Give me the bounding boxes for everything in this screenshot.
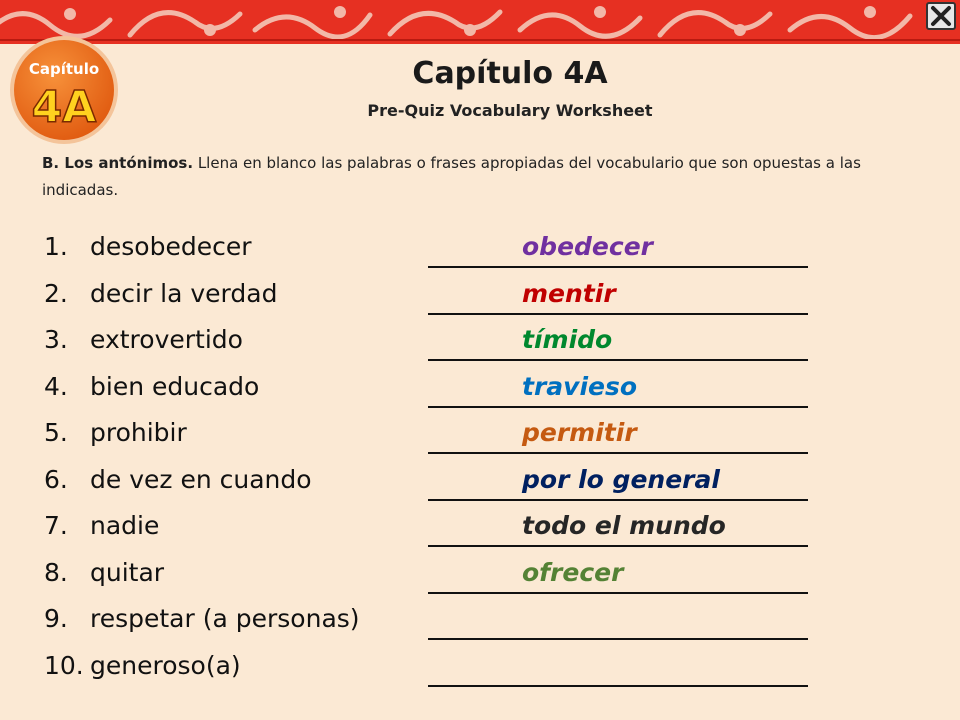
- list-item: [0, 558, 960, 602]
- close-x-icon: [928, 4, 954, 28]
- item-answer: ofrecer: [522, 558, 624, 587]
- answer-blank: [428, 232, 808, 268]
- answer-blank: [428, 465, 808, 501]
- answer-blank: [428, 372, 808, 408]
- item-number: 10.: [44, 651, 84, 680]
- item-answer: obedecer: [522, 232, 653, 261]
- list-item: [0, 651, 960, 695]
- answer-blank: [428, 418, 808, 454]
- item-answer: mentir: [522, 279, 616, 308]
- item-answer: por lo general: [522, 465, 720, 494]
- item-term: prohibir: [90, 418, 187, 447]
- item-term: de vez en cuando: [90, 465, 312, 494]
- list-item: [0, 325, 960, 369]
- close-button[interactable]: [926, 2, 956, 30]
- item-answer: tímido: [522, 325, 613, 354]
- list-item: [0, 511, 960, 555]
- answer-blank: [428, 604, 808, 640]
- item-number: 9.: [44, 604, 68, 633]
- badge-big-text: 4A: [31, 82, 97, 133]
- list-item: [0, 418, 960, 462]
- item-term: bien educado: [90, 372, 260, 401]
- item-number: 7.: [44, 511, 68, 540]
- item-number: 4.: [44, 372, 68, 401]
- item-term: respetar (a personas): [90, 604, 360, 633]
- item-number: 2.: [44, 279, 68, 308]
- decorative-banner: [0, 0, 960, 44]
- answer-blank: [428, 279, 808, 315]
- list-item: [0, 372, 960, 416]
- list-item: [0, 604, 960, 648]
- item-term: nadie: [90, 511, 160, 540]
- answer-blank: [428, 325, 808, 361]
- list-item: [0, 465, 960, 509]
- item-answer: travieso: [522, 372, 638, 401]
- chapter-badge: [8, 34, 120, 146]
- item-number: 1.: [44, 232, 68, 261]
- instructions-label: B. Los antónimos.: [42, 154, 194, 172]
- item-term: decir la verdad: [90, 279, 278, 308]
- item-number: 8.: [44, 558, 68, 587]
- ornamental-scroll-pattern-icon: [0, 0, 960, 44]
- page-title: Capítulo 4A: [412, 56, 608, 91]
- badge-top-text: Capítulo: [28, 60, 100, 78]
- item-term: desobedecer: [90, 232, 252, 261]
- item-answer: permitir: [522, 418, 637, 447]
- item-term: quitar: [90, 558, 165, 587]
- answer-blank: [428, 558, 808, 594]
- item-answer: todo el mundo: [522, 511, 726, 540]
- item-number: 5.: [44, 418, 68, 447]
- list-item: [0, 232, 960, 276]
- page-subtitle: Pre-Quiz Vocabulary Worksheet: [367, 101, 653, 120]
- item-number: 3.: [44, 325, 68, 354]
- item-term: extrovertido: [90, 325, 243, 354]
- answer-blank: [428, 511, 808, 547]
- instructions: [42, 150, 922, 204]
- instructions-text: Llena en blanco las palabras o frases apropiadas del vocabulario que son opuestas a las indicadas.: [42, 154, 861, 199]
- item-number: 6.: [44, 465, 68, 494]
- list-item: [0, 279, 960, 323]
- item-term: generoso(a): [90, 651, 241, 680]
- answer-blank: [428, 651, 808, 687]
